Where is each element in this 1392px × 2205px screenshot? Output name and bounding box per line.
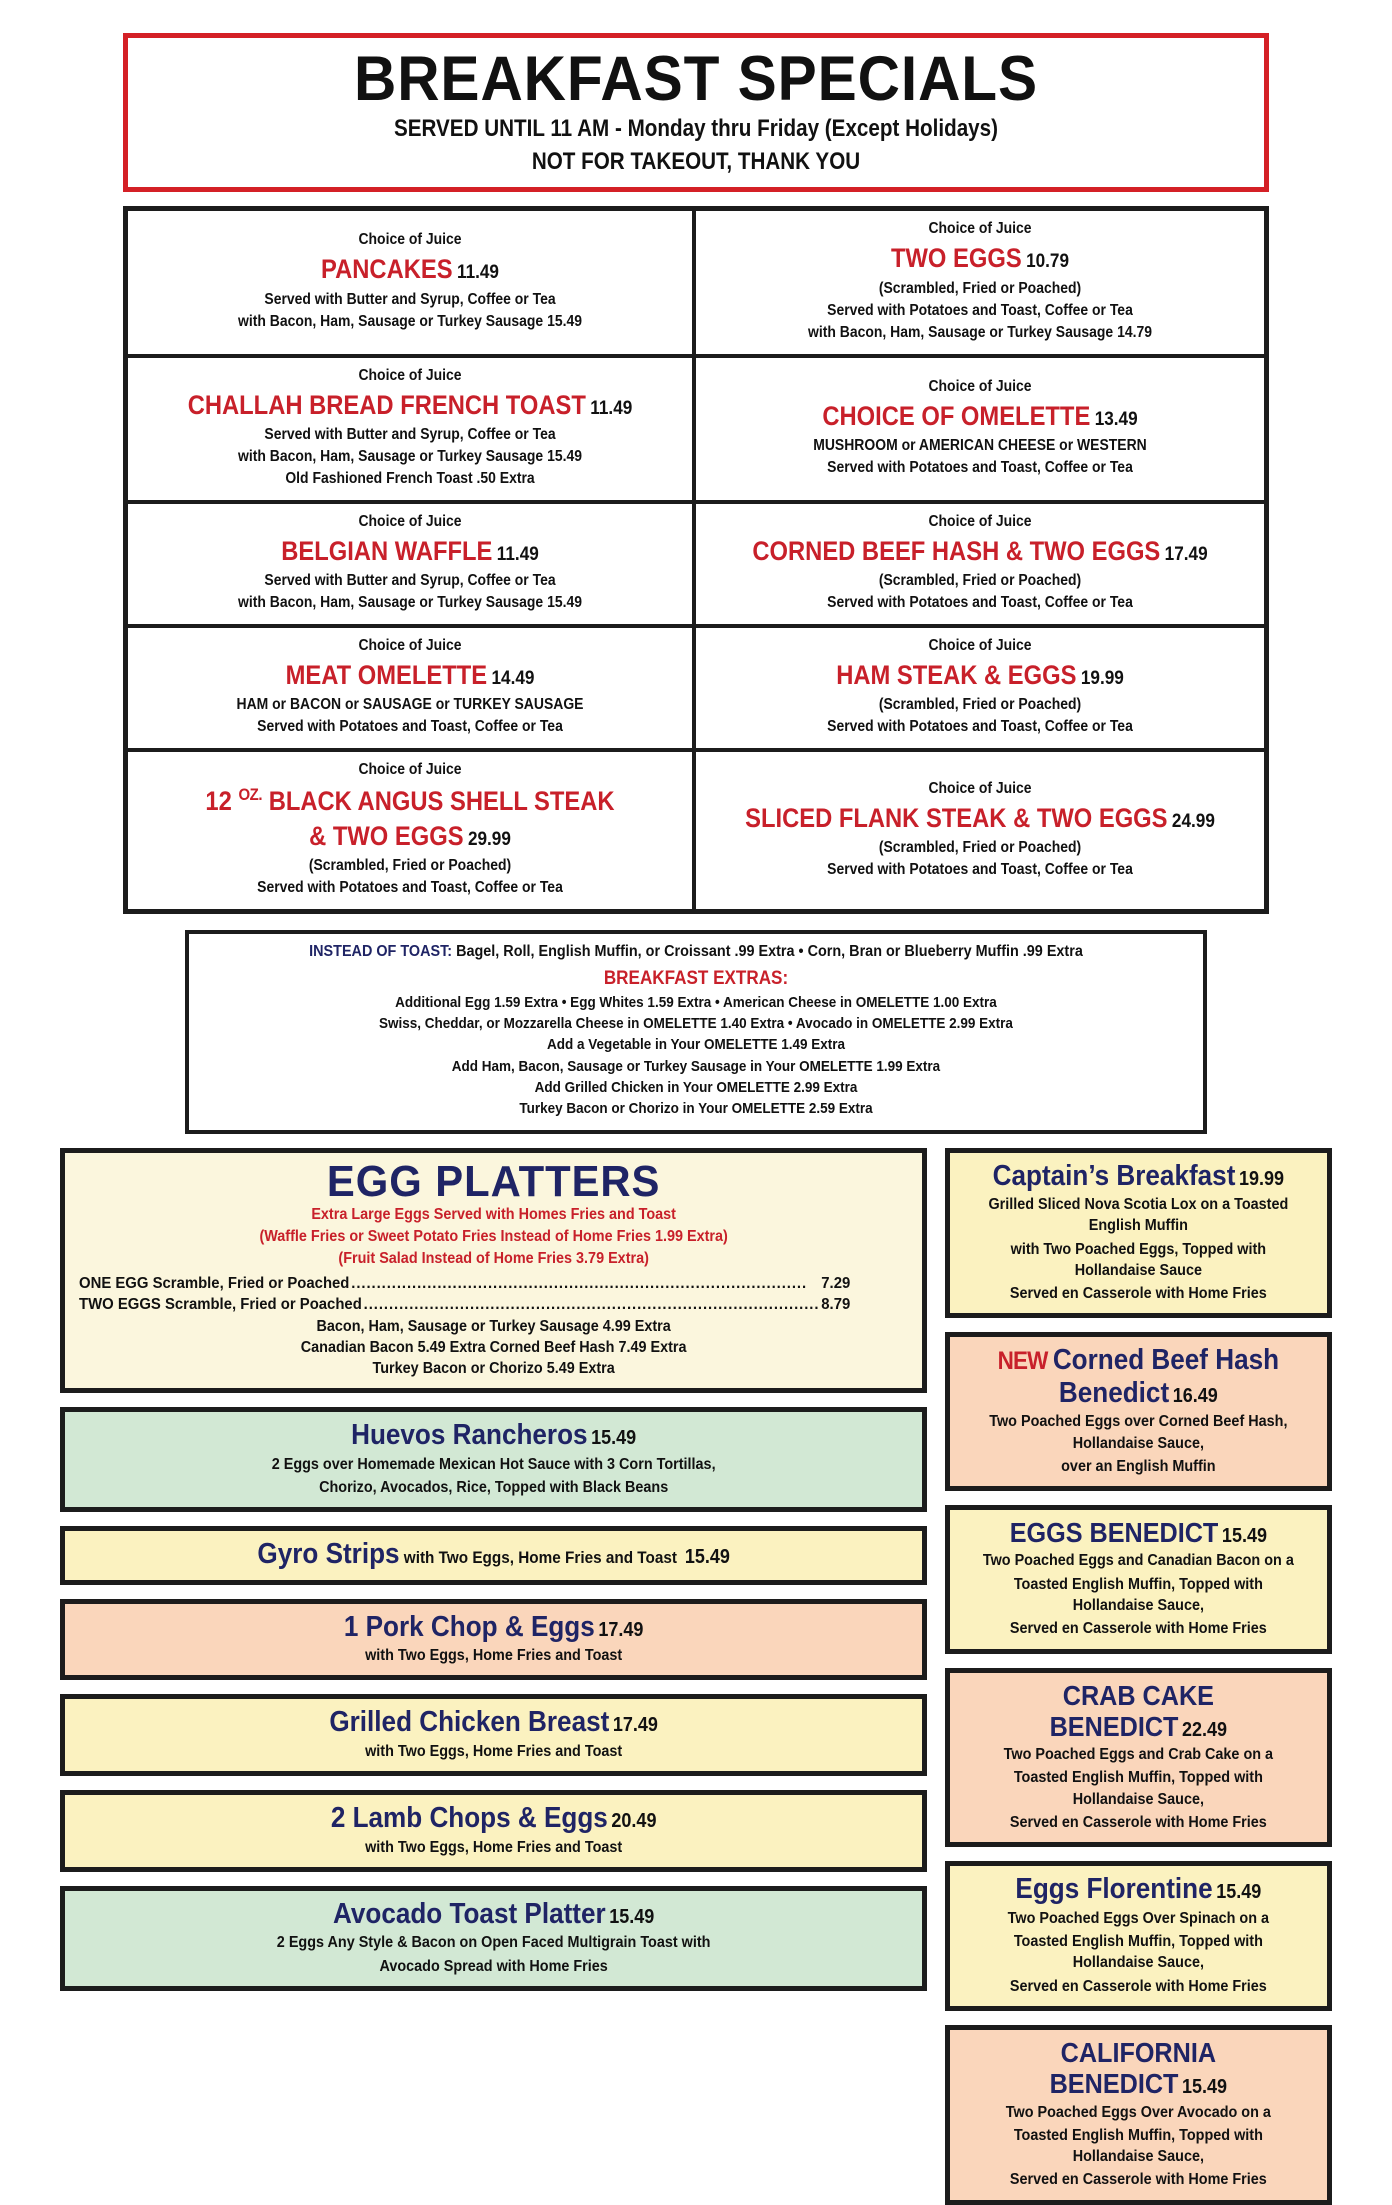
special-item-name: SLICED FLANK STEAK & TWO EGGS 24.99	[745, 802, 1215, 833]
choice-of-juice-label: Choice of Juice	[928, 512, 1032, 530]
special-item-description: Served with Potatoes and Toast, Coffee or Tea	[827, 594, 1133, 612]
special-item-price: 17.49	[1164, 542, 1208, 565]
left-column	[60, 1148, 927, 2205]
right-menu-box-description: Served en Casserole with Home Fries	[1010, 2171, 1268, 2189]
right-menu-box-description: Served en Casserole with Home Fries	[1010, 1620, 1268, 1638]
item-name: Avocado Toast Platter	[332, 1897, 606, 1930]
special-item-cell[interactable]	[696, 628, 1264, 748]
egg-platters-price-list	[73, 1274, 914, 1316]
special-item-cell[interactable]	[696, 504, 1264, 624]
special-item-name: BELGIAN WAFFLE 11.49	[281, 535, 539, 566]
special-item-description: Served with Potatoes and Toast, Coffee or Tea	[827, 718, 1133, 736]
right-menu-box-description: Served en Casserole with Home Fries	[1010, 1814, 1268, 1832]
choice-of-juice-label: Choice of Juice	[358, 231, 462, 249]
special-item-cell[interactable]	[128, 358, 696, 500]
egg-platters-title: EGG PLATTERS	[326, 1156, 661, 1206]
special-item-price: 13.49	[1094, 407, 1138, 430]
item-name: CRAB CAKE BENEDICT	[1049, 1679, 1215, 1742]
right-menu-box-description: Served en Casserole with Home Fries	[1010, 1977, 1268, 1995]
special-item-price: 11.49	[496, 542, 539, 565]
choice-of-juice-label: Choice of Juice	[928, 779, 1032, 797]
item-price: 15.49	[591, 1427, 637, 1450]
egg-platters-panel	[60, 1148, 927, 1394]
egg-platters-addons	[73, 1316, 914, 1379]
item-price: 15.49	[1182, 2076, 1228, 2099]
right-menu-box-description: Two Poached Eggs Over Avocado on a	[1006, 2103, 1272, 2121]
left-menu-box-description: Avocado Spread with Home Fries	[379, 1957, 608, 1975]
special-item-price: 14.49	[491, 667, 535, 690]
right-menu-box-description: Toasted English Muffin, Topped with Hollandaise Sauce,	[1014, 1769, 1264, 1808]
specials-row	[128, 358, 1264, 504]
egg-platters-notes	[73, 1204, 914, 1269]
breakfast-extras-line: Additional Egg 1.59 Extra • Egg Whites 1.59 Extra • American Cheese in OMELETTE 1.00 Extra	[395, 993, 997, 1011]
right-menu-box-title	[976, 1873, 1301, 1905]
right-menu-box-description: Two Poached Eggs and Crab Cake on a	[1003, 1746, 1274, 1764]
special-item-description: Served with Butter and Syrup, Coffee or Tea	[264, 290, 556, 308]
left-menu-box-item[interactable]	[60, 1886, 927, 1991]
special-item-cell[interactable]	[128, 504, 696, 624]
special-item-cell[interactable]	[696, 211, 1264, 353]
choice-of-juice-label: Choice of Juice	[928, 637, 1032, 655]
special-item-description: Served with Potatoes and Toast, Coffee or Tea	[257, 878, 563, 896]
right-menu-box-title	[976, 1517, 1301, 1548]
special-item-name: CORNED BEEF HASH & TWO EGGS 17.49	[752, 535, 1208, 566]
breakfast-extras-line: Add Ham, Bacon, Sausage or Turkey Sausage in Your OMELETTE 1.99 Extra	[451, 1057, 941, 1075]
page-title: BREAKFAST SPECIALS	[353, 44, 1039, 114]
special-item-description: Served with Potatoes and Toast, Coffee or Tea	[257, 718, 563, 736]
instead-of-toast-text: Bagel, Roll, English Muffin, or Croissant .99 Extra • Corn, Bran or Blueberry Muffin .99 Extra	[452, 942, 1083, 960]
special-item-description: (Scrambled, Fried or Poached)	[308, 856, 512, 874]
special-item-name: TWO EGGS 10.79	[890, 243, 1070, 274]
egg-platters-note-line: (Waffle Fries or Sweet Potato Fries Instead of Home Fries 1.99 Extra)	[259, 1228, 728, 1246]
item-name: CALIFORNIA BENEDICT	[1049, 2036, 1217, 2100]
right-menu-box-item[interactable]	[945, 1505, 1332, 1653]
left-menu-box-title	[115, 1898, 872, 1930]
special-item-description: Served with Butter and Syrup, Coffee or Tea	[264, 572, 556, 590]
right-menu-box-title	[976, 1160, 1301, 1192]
special-item-name: PANCAKES 11.49	[321, 254, 499, 285]
special-item-description: Served with Potatoes and Toast, Coffee or Tea	[827, 860, 1133, 878]
special-item-cell[interactable]	[128, 752, 696, 909]
right-menu-box-item[interactable]	[945, 1668, 1332, 1848]
item-name: Gyro Strips	[257, 1538, 400, 1571]
item-price: 17.49	[598, 1618, 644, 1641]
right-menu-box-description: Two Poached Eggs over Corned Beef Hash, Hollandaise Sauce,	[989, 1413, 1288, 1452]
egg-platter-label: TWO EGGS Scramble, Fried or Poached	[79, 1296, 362, 1313]
specials-row	[128, 628, 1264, 752]
header-subtitle-hours: SERVED UNTIL 11 AM - Monday thru Friday (Except Holidays)	[393, 115, 999, 143]
right-menu-box-description: Toasted English Muffin, Topped with Hollandaise Sauce,	[1014, 1575, 1264, 1614]
right-menu-box-title	[976, 1344, 1301, 1409]
choice-of-juice-label: Choice of Juice	[358, 512, 462, 530]
egg-platter-label: ONE EGG Scramble, Fried or Poached	[79, 1275, 350, 1293]
lower-section	[60, 1148, 1332, 2205]
egg-platter-addon-line: Turkey Bacon or Chorizo 5.49 Extra	[372, 1360, 615, 1378]
item-price: 20.49	[611, 1810, 657, 1833]
special-item-cell[interactable]	[128, 211, 696, 353]
choice-of-juice-label: Choice of Juice	[358, 761, 462, 779]
egg-platter-addon-line: Canadian Bacon 5.49 Extra Corned Beef Hash 7.49 Extra	[300, 1338, 687, 1356]
right-menu-box-item[interactable]	[945, 2025, 1332, 2205]
item-name: Corned Beef Hash Benedict	[1053, 1344, 1280, 1409]
special-item-description: (Scrambled, Fried or Poached)	[878, 696, 1082, 714]
egg-platters-note-line: (Fruit Salad Instead of Home Fries 3.79 Extra)	[338, 1249, 649, 1267]
egg-platter-addon-line: Bacon, Ham, Sausage or Turkey Sausage 4.99 Extra	[316, 1317, 671, 1335]
left-menu-box-description: 2 Eggs Any Style & Bacon on Open Faced Multigrain Toast with	[276, 1934, 711, 1952]
item-price: 22.49	[1182, 1718, 1228, 1741]
breakfast-specials-grid	[123, 206, 1269, 914]
item-name: Eggs Florentine	[1015, 1873, 1213, 1906]
special-item-description: HAM or BACON or SAUSAGE or TURKEY SAUSAGE	[236, 696, 584, 714]
left-menu-box-description: with Two Eggs, Home Fries and Toast	[365, 1742, 623, 1760]
left-menu-box-item[interactable]	[60, 1599, 927, 1681]
left-menu-box-list	[60, 1407, 927, 1991]
left-menu-box-title	[115, 1538, 872, 1570]
item-name: 2 Lamb Chops & Eggs	[330, 1802, 608, 1835]
right-menu-box-list	[945, 1148, 1332, 2205]
special-item-price: 19.99	[1080, 667, 1124, 690]
new-badge: NEW	[997, 1347, 1048, 1376]
special-item-price: 11.49	[456, 261, 499, 284]
left-menu-box-title	[115, 1419, 872, 1451]
item-price: 17.49	[612, 1714, 658, 1737]
special-item-name-cont: & TWO EGGS 29.99	[309, 820, 511, 851]
header-subtitle-takeout: NOT FOR TAKEOUT, THANK YOU	[531, 148, 861, 176]
item-price: 15.49	[609, 1905, 655, 1928]
special-item-description: Served with Potatoes and Toast, Coffee or Tea	[827, 458, 1133, 476]
special-item-description: (Scrambled, Fried or Poached)	[878, 838, 1082, 856]
item-price: 16.49	[1173, 1384, 1219, 1407]
special-item-description: Old Fashioned French Toast .50 Extra	[285, 469, 535, 487]
right-menu-box-item[interactable]	[945, 1148, 1332, 1319]
right-menu-box-item[interactable]	[945, 1332, 1332, 1491]
special-item-name: CHOICE OF OMELETTE 13.49	[822, 400, 1138, 431]
special-item-name: CHALLAH BREAD FRENCH TOAST 11.49	[187, 389, 633, 420]
special-item-description: MUSHROOM or AMERICAN CHEESE or WESTERN	[813, 436, 1147, 454]
header-banner	[123, 33, 1269, 192]
left-menu-box-description: with Two Eggs, Home Fries and Toast	[365, 1838, 623, 1856]
special-item-description: with Bacon, Ham, Sausage or Turkey Sausage 14.79	[808, 323, 1152, 341]
special-item-cell[interactable]	[696, 358, 1264, 500]
special-item-price: 10.79	[1026, 250, 1070, 273]
right-menu-box-item[interactable]	[945, 1861, 1332, 2011]
right-menu-box-description: with Two Poached Eggs, Topped with Hollandaise Sauce	[1010, 1240, 1267, 1279]
menu-page	[0, 33, 1392, 2189]
special-item-name: 12 $^{OZ.}$ BLACK ANGUS SHELL STEAK	[205, 784, 615, 816]
left-menu-box-item[interactable]	[60, 1526, 927, 1584]
right-menu-box-title	[976, 1680, 1301, 1743]
item-price: 19.99	[1239, 1167, 1285, 1190]
left-menu-box-title	[115, 1611, 872, 1643]
right-menu-box-description: Grilled Sliced Nova Scotia Lox on a Toasted English Muffin	[988, 1196, 1289, 1235]
specials-row	[128, 752, 1264, 909]
egg-platter-price-row[interactable]	[79, 1274, 850, 1295]
special-item-description: with Bacon, Ham, Sausage or Turkey Sausage 15.49	[238, 447, 582, 465]
instead-of-toast-label: INSTEAD OF TOAST:	[309, 942, 453, 960]
choice-of-juice-label: Choice of Juice	[358, 637, 462, 655]
right-menu-box-title	[976, 2037, 1301, 2100]
breakfast-extras-title: BREAKFAST EXTRAS:	[603, 967, 789, 989]
special-item-description: Served with Butter and Syrup, Coffee or Tea	[264, 425, 556, 443]
right-menu-box-description: over an English Muffin	[1061, 1457, 1216, 1475]
special-item-description: with Bacon, Ham, Sausage or Turkey Sausage 15.49	[238, 312, 582, 330]
special-item-description: Served with Potatoes and Toast, Coffee or Tea	[827, 301, 1133, 319]
right-column	[945, 1148, 1332, 2205]
item-price: 15.49	[684, 1546, 730, 1569]
item-price: 15.49	[1222, 1525, 1268, 1548]
left-menu-box-item[interactable]	[60, 1790, 927, 1872]
breakfast-extras-line: Swiss, Cheddar, or Mozzarella Cheese in OMELETTE 1.40 Extra • Avocado in OMELETTE 2.99 Extra	[379, 1015, 1013, 1033]
special-item-description: (Scrambled, Fried or Poached)	[878, 279, 1082, 297]
right-menu-box-description: Served en Casserole with Home Fries	[1010, 1285, 1268, 1303]
left-menu-box-item[interactable]	[60, 1694, 927, 1776]
item-name: Captain’s Breakfast	[992, 1159, 1236, 1192]
instead-of-toast-line	[245, 942, 1147, 963]
breakfast-extras-line: Add a Vegetable in Your OMELETTE 1.49 Extra	[546, 1036, 846, 1054]
special-item-price: 11.49	[590, 396, 633, 419]
right-menu-box-description: Two Poached Eggs Over Spinach on a	[1007, 1909, 1270, 1927]
leader-dots: ..........................................................................................	[351, 1275, 808, 1293]
egg-platter-price: 7.29	[821, 1275, 851, 1293]
item-price: 15.49	[1216, 1881, 1262, 1904]
special-item-name: MEAT OMELETTE 14.49	[285, 660, 535, 691]
choice-of-juice-label: Choice of Juice	[928, 377, 1032, 395]
item-name: Grilled Chicken Breast	[329, 1706, 610, 1739]
breakfast-extras-line: Turkey Bacon or Chorizo in Your OMELETTE 2.59 Extra	[519, 1100, 873, 1118]
left-menu-box-title	[115, 1802, 872, 1834]
special-item-price: 24.99	[1171, 809, 1215, 832]
egg-platters-note-line: Extra Large Eggs Served with Homes Fries and Toast	[311, 1206, 676, 1224]
item-name: EGGS BENEDICT	[1009, 1517, 1219, 1549]
breakfast-extras-lines	[195, 992, 1197, 1120]
item-inline-description: with Two Eggs, Home Fries and Toast	[399, 1548, 682, 1568]
special-item-cell[interactable]	[696, 752, 1264, 909]
specials-row	[128, 211, 1264, 357]
special-item-description: (Scrambled, Fried or Poached)	[878, 572, 1082, 590]
specials-row	[128, 504, 1264, 628]
choice-of-juice-label: Choice of Juice	[928, 220, 1032, 238]
right-menu-box-description: Toasted English Muffin, Topped with Hollandaise Sauce,	[1014, 1933, 1264, 1972]
breakfast-extras-line: Add Grilled Chicken in Your OMELETTE 2.99 Extra	[534, 1078, 858, 1096]
left-menu-box-item[interactable]	[60, 1407, 927, 1512]
left-menu-box-description: Chorizo, Avocados, Rice, Topped with Black Beans	[319, 1478, 669, 1496]
breakfast-extras-box	[185, 930, 1207, 1134]
left-menu-box-description: with Two Eggs, Home Fries and Toast	[365, 1647, 623, 1665]
special-item-description: with Bacon, Ham, Sausage or Turkey Sausage 15.49	[238, 594, 582, 612]
right-menu-box-description: Two Poached Eggs and Canadian Bacon on a	[983, 1552, 1295, 1570]
egg-platter-price: 8.79	[821, 1296, 851, 1313]
item-name: 1 Pork Chop & Eggs	[343, 1610, 595, 1643]
leader-dots: ..........................................................................................	[363, 1296, 820, 1313]
special-item-name: HAM STEAK & EGGS 19.99	[836, 660, 1124, 691]
left-menu-box-description: 2 Eggs over Homemade Mexican Hot Sauce with 3 Corn Tortillas,	[271, 1455, 716, 1473]
item-name: Huevos Rancheros	[351, 1419, 588, 1452]
right-menu-box-description: Toasted English Muffin, Topped with Hollandaise Sauce,	[1014, 2126, 1264, 2166]
egg-platter-price-row[interactable]	[79, 1295, 850, 1316]
special-item-cell[interactable]	[128, 628, 696, 748]
choice-of-juice-label: Choice of Juice	[358, 366, 462, 384]
left-menu-box-title	[115, 1706, 872, 1738]
